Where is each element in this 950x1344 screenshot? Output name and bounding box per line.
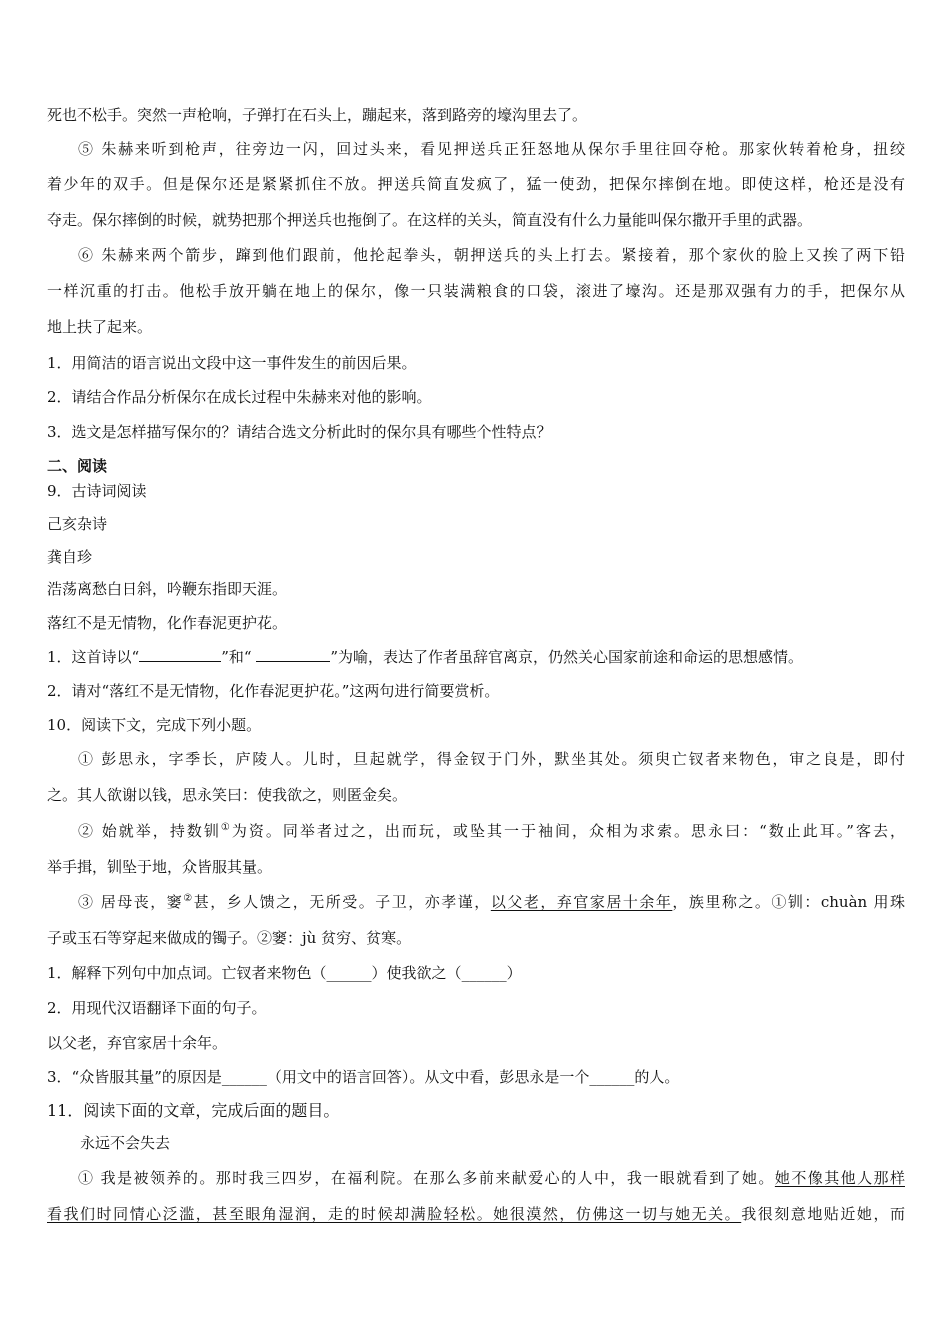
passage-paragraph-6-line-2: 一样沉重的打击。他松手放开躺在地上的保尔，像一只装满粮食的口袋，滚进了壕沟。还是那双强有力的手，把保尔从: [47, 282, 905, 300]
footnote-marker: ②: [183, 893, 194, 904]
paragraph-3-text-b: 甚，乡人馈之，无所受。子卫，亦孝谨，: [193, 893, 491, 911]
passage-paragraph-5-line-2: 着少年的双手。但是保尔还是紧紧抓住不放。押送兵简直发疯了，猛一使劲，把保尔摔倒在地。即使这样，枪还是没有: [47, 175, 905, 193]
classical-paragraph-2-line-1: [78, 820, 905, 841]
question-9-title: 9．古诗词阅读: [47, 482, 147, 500]
question-8-1: 1．用简洁的语言说出文段中这一事件发生的前因后果。: [47, 354, 417, 372]
question-8-2: 2．请结合作品分析保尔在成长过程中朱赫来对他的影响。: [47, 388, 432, 406]
question-10-1: [47, 962, 522, 983]
poem-line-1: 浩荡离愁白日斜，吟鞭东指即天涯。: [47, 580, 288, 598]
poem-author: 龚自珍: [47, 548, 93, 566]
question-10-3-text-e: 的人。: [634, 1068, 680, 1086]
question-10-1-text-c: ）使我欲之（: [371, 964, 462, 982]
question-10-3-text-c: （用文中的语言回答）。从文中看，彭思永是一个: [266, 1068, 590, 1086]
question-9-2: 2．请对“落红不是无情物，化作春泥更护花。”这两句进行简要赏析。: [47, 682, 500, 700]
question-10-2: 2．用现代汉语翻译下面的句子。: [47, 999, 267, 1017]
classical-paragraph-2-line-2: 举手揖，钏坠于地，众皆服其量。: [47, 858, 273, 876]
question-9-1: [47, 646, 803, 667]
paragraph-2-text-a: ② 始就举，持数钏: [78, 822, 221, 840]
answer-blank[interactable]: [256, 647, 330, 662]
question-11-title: 11．阅读下面的文章，完成后面的题目。: [47, 1101, 340, 1120]
article-title: 永远不会失去: [80, 1134, 171, 1152]
answer-blank[interactable]: ______: [326, 964, 372, 982]
question-10-3: [47, 1066, 679, 1087]
answer-blank[interactable]: [139, 647, 221, 662]
poem-line-2: 落红不是无情物，化作春泥更护花。: [47, 614, 288, 632]
question-10-1-text-a: 1．解释下列句中加点词。亡钗者来物色（: [47, 964, 327, 982]
passage-line: 死也不松手。突然一声枪响，子弹打在石头上，蹦起来，落到路旁的壕沟里去了。: [47, 106, 588, 124]
passage-paragraph-5-line-3: 夺走。保尔摔倒的时候，就势把那个押送兵也拖倒了。在这样的关头，简直没有什么力量能叫保尔撒开手里的武器。: [47, 211, 813, 229]
passage-paragraph-5-line-1: ⑤ 朱赫来听到枪声，往旁边一闪，回过头来，看见押送兵正狂怒地从保尔手里往回夺枪。那家伙转着枪身，扭绞: [78, 140, 905, 158]
poem-title: 己亥杂诗: [47, 515, 108, 533]
classical-paragraph-1-line-2: 之。其人欲谢以钱，思永笑曰：使我欲之，则匿金矣。: [47, 786, 408, 804]
question-10-1-text-e: ）: [506, 964, 522, 982]
footnote-marker: ①: [220, 822, 232, 833]
paragraph-3-text-c: ，族里称之。①钏：chuàn 用珠: [672, 893, 905, 911]
footnote-line: 子或玉石等穿起来做成的镯子。②窭：jù 贫穷、贫寒。: [47, 929, 412, 947]
question-9-1-text-a: 1．这首诗以“: [47, 648, 140, 666]
underlined-sentence: 看我们时同情心泛滥，甚至眼角湿润，走的时候却满脸轻松。她很漠然，仿佛这一切与她无关。: [47, 1205, 742, 1223]
article-text-a: ① 我是被领养的。那时我三四岁，在福利院。在那么多前来献爱心的人中，我一眼就看到了她。: [78, 1169, 775, 1187]
article-text-b: 我很刻意地贴近她，而: [741, 1205, 905, 1223]
classical-paragraph-1-line-1: ① 彭思永，字季长，庐陵人。儿时，旦起就学，得金钗于门外，默坐其处。须臾亡钗者来物色，审之良是，即付: [78, 750, 905, 768]
passage-paragraph-6-line-1: ⑥ 朱赫来两个箭步，蹿到他们跟前，他抡起拳头，朝押送兵的头上打去。紧接着，那个家伙的脸上又挨了两下铅: [78, 246, 905, 264]
underlined-sentence: 以父老，弃官家居十余年: [490, 893, 673, 911]
classical-paragraph-3-line-1: [78, 891, 905, 912]
article-paragraph-1-line-1: [78, 1167, 905, 1188]
passage-paragraph-6-line-3: 地上扶了起来。: [47, 318, 153, 336]
question-9-1-text-b: ”和“: [221, 648, 257, 666]
section-heading: 二、阅读: [47, 457, 108, 475]
translation-sentence: 以父老，弃官家居十余年。: [47, 1034, 228, 1052]
answer-blank[interactable]: ______: [461, 964, 507, 982]
answer-blank[interactable]: ______: [221, 1068, 267, 1086]
question-10-3-text-a: 3．“众皆服其量”的原因是: [47, 1068, 222, 1086]
answer-blank[interactable]: ______: [589, 1068, 635, 1086]
underlined-sentence: 她不像其他人那样: [774, 1169, 905, 1187]
paragraph-3-text-a: ③ 居母丧，窭: [78, 893, 184, 911]
paragraph-2-text-b: 为资。同举者过之，出而玩，或坠其一于袖间，众相为求索。思永曰：“数止此耳。”客去，: [231, 822, 905, 840]
question-9-1-text-c: ”为喻，表达了作者虽辞官离京，仍然关心国家前途和命运的思想感情。: [330, 648, 803, 666]
question-8-3: 3．选文是怎样描写保尔的？请结合选文分析此时的保尔具有哪些个性特点？: [47, 423, 552, 441]
article-paragraph-1-line-2: [47, 1203, 905, 1224]
question-10-title: 10．阅读下文，完成下列小题。: [47, 716, 262, 734]
